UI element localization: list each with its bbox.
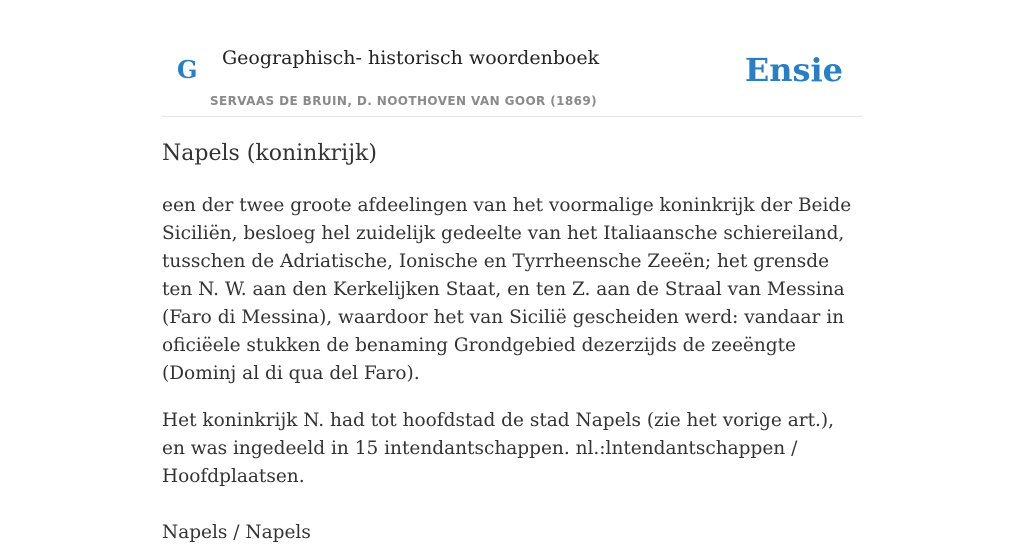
entry-paragraph: een der twee groote afdeelingen van het voormalige koninkrijk der Beide Siciliën, besloeg hel zuidelijk gedeelte van het Italiaansche schiereiland, tusschen de Adriatische, Ionische en Tyrrheensche Zeeën; het grensde ten N. W. aan den Kerkelijken Staat, en ten Z. aan de Straal van Messina (Faro di Messina), waardoor het van Sicilië gescheiden werd: vandaar in oficiëele stukken de benaming Grondgebied dezerzijds de zeeëngte (Dominj al di qua del Faro). <box>162 195 852 384</box>
entry-title: Napels (koninkrijk) <box>162 141 377 166</box>
entry-paragraph: Het koninkrijk N. had tot hoofdstad de stad Napels (zie het vorige art.), en was ingedeeld in 15 intendantschappen. nl.:lntendantschappen / Hoofdplaatsen. <box>162 410 835 487</box>
related-entry: Napels / Napels <box>162 522 311 543</box>
header <box>162 0 862 117</box>
entry-content <box>162 137 862 547</box>
book-authors: SERVAAS DE BRUIN, D. NOOTHOVEN VAN GOOR (1869) <box>210 94 598 108</box>
book-logo-letter[interactable]: G <box>177 55 198 84</box>
book-title[interactable]: Geographisch- historisch woordenboek <box>222 47 600 69</box>
brand-logo[interactable]: Ensie <box>744 51 843 89</box>
